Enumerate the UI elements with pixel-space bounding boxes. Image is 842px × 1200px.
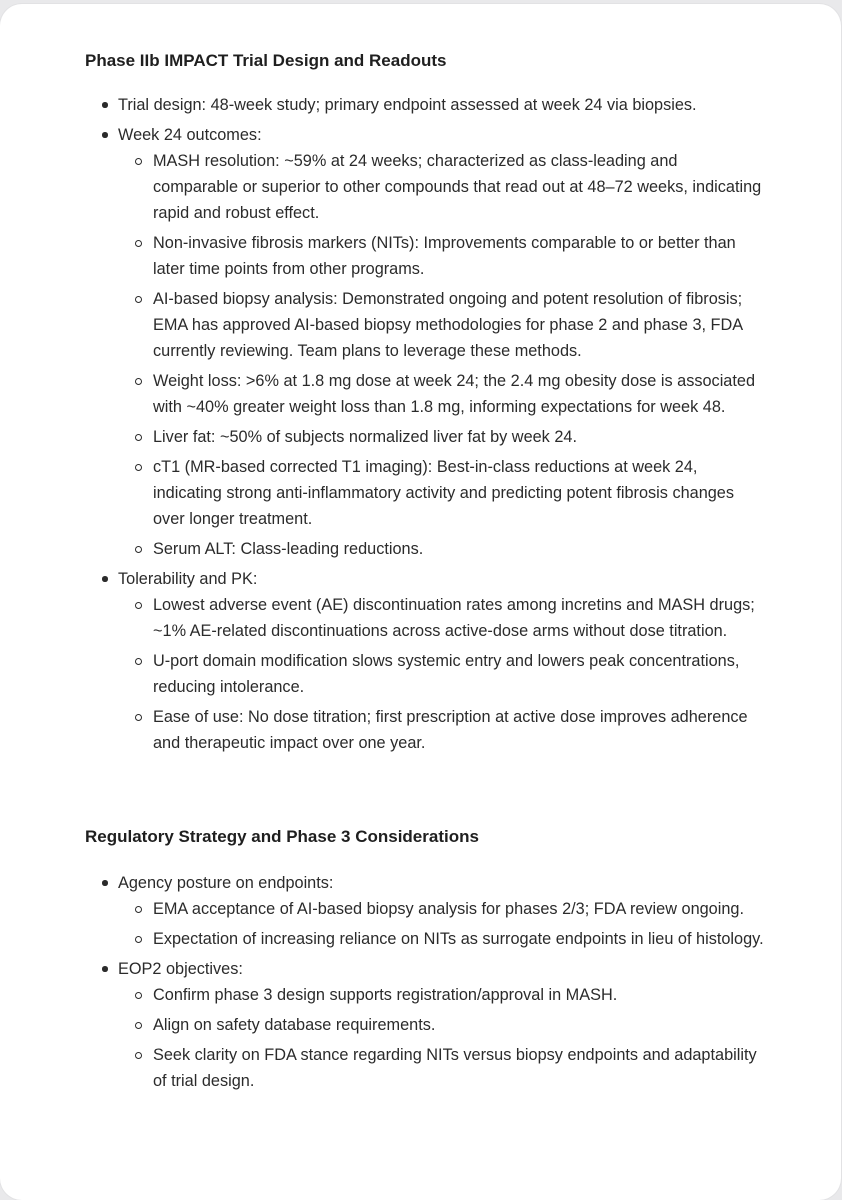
subitem-serum-alt: Serum ALT: Class-leading reductions. bbox=[118, 536, 765, 562]
subitem-ct1: cT1 (MR-based corrected T1 imaging): Best-in-class reductions at week 24, indicating strong anti-inflammatory activity and predicting potent fibrosis changes over longer treatment. bbox=[118, 454, 765, 532]
tolerability-sublist bbox=[118, 592, 765, 756]
section-title-regulatory: Regulatory Strategy and Phase 3 Considerations bbox=[85, 827, 479, 846]
list-item-text: EOP2 objectives: bbox=[118, 960, 243, 978]
subitem-ai-biopsy: AI-based biopsy analysis: Demonstrated ongoing and potent resolution of fibrosis; EMA has approved AI-based biopsy methodologies for phase 2 and phase 3, FDA currently reviewing. Team plans to leverage these methods. bbox=[118, 286, 765, 364]
agency-posture-sublist bbox=[118, 896, 765, 952]
list-item-text: Tolerability and PK: bbox=[118, 570, 258, 588]
subitem-confirm-design: Confirm phase 3 design supports registration/approval in MASH. bbox=[118, 982, 765, 1008]
document-card bbox=[0, 4, 841, 1200]
week24-outcomes-sublist bbox=[118, 148, 765, 562]
subitem-nits-reliance: Expectation of increasing reliance on NITs as surrogate endpoints in lieu of histology. bbox=[118, 926, 765, 952]
list-item-trial-design bbox=[85, 92, 765, 118]
list-item-text: Week 24 outcomes: bbox=[118, 126, 262, 144]
list-item-tolerability-pk bbox=[85, 566, 765, 756]
subitem-safety-database: Align on safety database requirements. bbox=[118, 1012, 765, 1038]
subitem-ema-acceptance: EMA acceptance of AI-based biopsy analysis for phases 2/3; FDA review ongoing. bbox=[118, 896, 765, 922]
regulatory-list bbox=[85, 870, 765, 1098]
list-item-text: Trial design: 48-week study; primary endpoint assessed at week 24 via biopsies. bbox=[118, 96, 697, 114]
list-item-text: Agency posture on endpoints: bbox=[118, 874, 334, 892]
list-item-eop2-objectives bbox=[85, 956, 765, 1094]
section-title-trial-design: Phase IIb IMPACT Trial Design and Readouts bbox=[85, 51, 447, 70]
eop2-sublist bbox=[118, 982, 765, 1094]
subitem-weight-loss: Weight loss: >6% at 1.8 mg dose at week 24; the 2.4 mg obesity dose is associated with ~40% greater weight loss than 1.8 mg, informing expectations for week 48. bbox=[118, 368, 765, 420]
subitem-mash-resolution: MASH resolution: ~59% at 24 weeks; characterized as class-leading and comparable or superior to other compounds that read out at 48–72 weeks, indicating rapid and robust effect. bbox=[118, 148, 765, 226]
subitem-ae-discontinuation: Lowest adverse event (AE) discontinuation rates among incretins and MASH drugs; ~1% AE-related discontinuations across active-dose arms without dose titration. bbox=[118, 592, 765, 644]
subitem-u-port: U-port domain modification slows systemic entry and lowers peak concentrations, reducing intolerance. bbox=[118, 648, 765, 700]
subitem-fda-stance: Seek clarity on FDA stance regarding NITs versus biopsy endpoints and adaptability of trial design. bbox=[118, 1042, 765, 1094]
subitem-ease-of-use: Ease of use: No dose titration; first prescription at active dose improves adherence and therapeutic impact over one year. bbox=[118, 704, 765, 756]
list-item-week24-outcomes bbox=[85, 122, 765, 562]
list-item-agency-posture bbox=[85, 870, 765, 952]
subitem-nits: Non-invasive fibrosis markers (NITs): Improvements comparable to or better than later time points from other programs. bbox=[118, 230, 765, 282]
trial-design-list bbox=[85, 92, 765, 760]
subitem-liver-fat: Liver fat: ~50% of subjects normalized liver fat by week 24. bbox=[118, 424, 765, 450]
